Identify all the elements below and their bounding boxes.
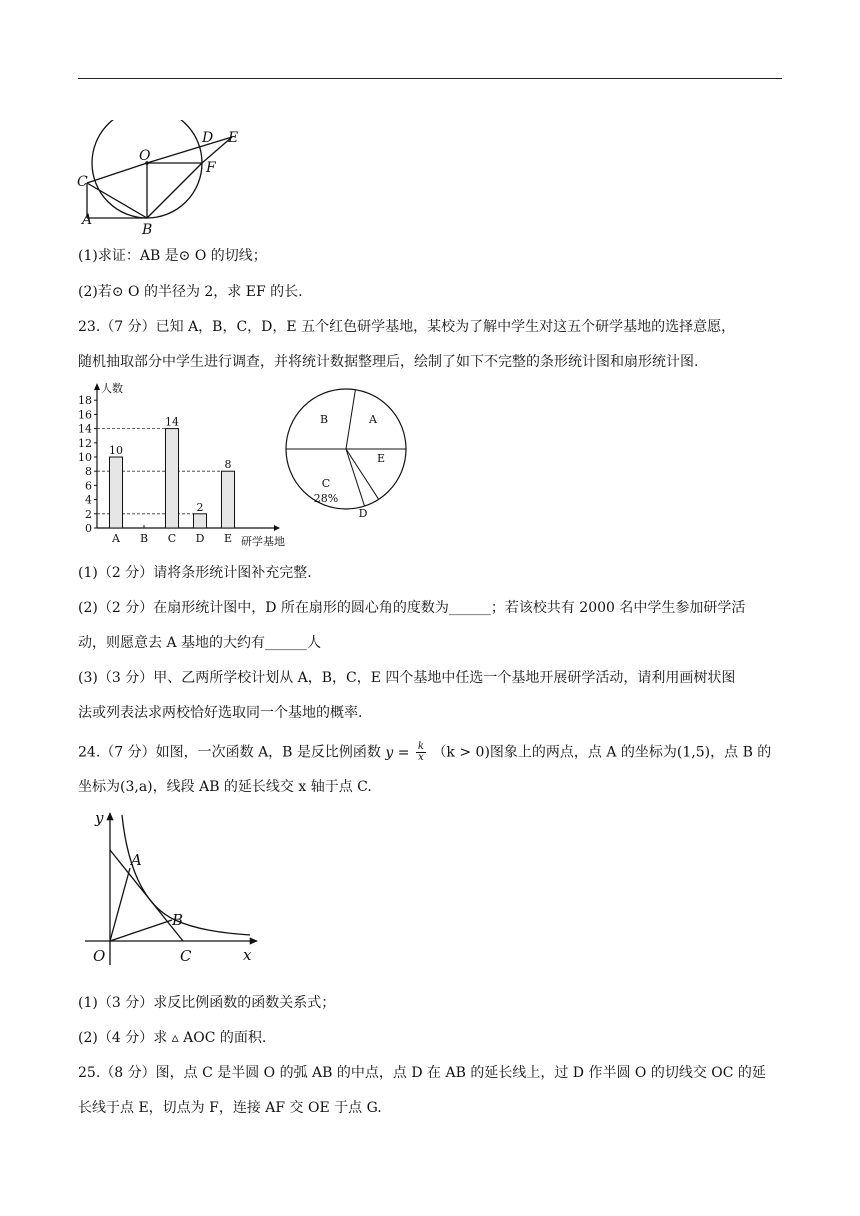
slice-label-c: C <box>321 477 331 490</box>
label-a: A <box>82 212 93 228</box>
boundary-b-a <box>346 390 355 449</box>
q24-part1: (1)（3 分）求反比例函数的函数关系式； <box>78 995 336 1011</box>
boundary-e-d <box>346 449 379 499</box>
y-tick-label: 6 <box>85 479 92 493</box>
q24-text-line2: 坐标为(3,a)，线段 AB 的延长线交 x 轴于点 C. <box>78 779 372 795</box>
q23-part3-line1: (3)（3 分）甲、乙两所学校计划从 A，B，C，E 四个基地中任选一个基地开展研学活动，请利用画树状图 <box>78 670 736 686</box>
label-e: E <box>228 130 239 146</box>
segment-cb <box>87 183 147 218</box>
bar-chart <box>70 380 300 555</box>
segment-oe <box>147 137 232 163</box>
header-rule <box>78 78 782 79</box>
q22-part1: (1)求证：AB 是⊙ O 的切线； <box>78 248 267 264</box>
x-axis-title: 研学基地 <box>241 535 285 548</box>
label-b: B <box>172 911 184 929</box>
q23-text-line1: 23.（7 分）已知 A，B，C，D，E 五个红色研学基地，某校为了解中学生对这五个研学基地的选择意愿， <box>78 319 736 335</box>
category-label: A <box>112 532 120 545</box>
bar-value-label: 8 <box>224 458 232 472</box>
q24-text-line1 <box>78 742 771 763</box>
q24-line1-end: （k > 0)图象上的两点，点 A 的坐标为(1,5)，点 B 的 <box>432 744 772 761</box>
formula-y: y = <box>385 744 410 761</box>
x-axis-arrow <box>274 525 280 531</box>
y-tick-label: 16 <box>78 408 92 422</box>
q23-part3-line2: 法或列表法求两校恰好选取同一个基地的概率. <box>78 705 363 721</box>
segment-ob <box>110 920 172 941</box>
segment-co <box>87 163 147 183</box>
slice-label-a: A <box>369 413 377 426</box>
y-tick-label: 12 <box>78 436 92 450</box>
slice-label-e: E <box>376 452 386 465</box>
y-tick-label: 8 <box>85 465 92 479</box>
q24-part2: (2)（4 分）求 ▵ AOC 的面积. <box>78 1030 267 1046</box>
q23-part2-line2: 动，则愿意去 A 基地的大约有______人 <box>78 635 322 651</box>
bar-a <box>110 457 123 528</box>
bar-value-label: 10 <box>109 444 123 457</box>
y-tick-label: 2 <box>85 507 92 521</box>
formula-numerator: k <box>417 741 424 752</box>
pie-chart <box>280 375 415 525</box>
y-tick-label: 10 <box>78 451 92 464</box>
bar-value-label: 2 <box>196 500 204 514</box>
q25-text-line1: 25.（8 分）图，点 C 是半圆 O 的弧 AB 的中点，点 D 在 AB 的延长线上，过 D 作半圆 O 的切线交 OC 的延 <box>78 1065 766 1081</box>
slice-label-b: B <box>319 413 329 426</box>
y-tick-label: 14 <box>78 422 92 436</box>
q23-part2-line1: (2)（2 分）在扇形统计图中，D 所在扇形的圆心角的度数为______；若该校共有 2000 名中学生参加研学活 <box>78 600 746 616</box>
label-c: C <box>77 174 88 190</box>
q24-formula <box>385 741 432 763</box>
label-o: O <box>139 148 151 164</box>
boundary-d-c <box>346 449 365 506</box>
label-o: O <box>93 947 106 965</box>
slice-percent-label: 28% <box>313 492 339 505</box>
geometry-figure-q22 <box>70 120 260 240</box>
slice-label-d: D <box>358 507 368 520</box>
y-axis-title: 人数 <box>101 382 123 395</box>
label-a: A <box>131 851 142 869</box>
segment-oa <box>110 868 130 941</box>
q25-text-line2: 长线于点 E，切点为 F，连接 AF 交 OE 于点 G. <box>78 1100 382 1116</box>
label-y: y <box>95 809 104 827</box>
y-tick-label: 0 <box>85 522 92 535</box>
bar-value-label: 14 <box>165 415 179 429</box>
category-label: B <box>139 532 149 545</box>
hyperbola-curve <box>122 815 250 935</box>
q23-part1: (1)（2 分）请将条形统计图补充完整. <box>78 565 312 581</box>
y-tick-label: 4 <box>85 493 92 507</box>
label-x: x <box>243 946 252 964</box>
category-label: D <box>195 532 205 545</box>
category-label: C <box>167 532 177 545</box>
y-axis-arrow <box>94 383 100 390</box>
q22-part2: (2)若⊙ O 的半径为 2，求 EF 的长. <box>78 284 303 300</box>
category-label: E <box>223 532 233 545</box>
bar-e <box>222 471 235 528</box>
label-b: B <box>142 222 153 238</box>
formula-denominator: x <box>418 752 424 763</box>
function-graph-q24 <box>85 805 265 970</box>
q24-line1-start: 24.（7 分）如图，一次函数 A，B 是反比例函数 <box>78 744 381 761</box>
label-f: F <box>206 160 216 176</box>
bar-d <box>194 514 207 528</box>
label-d: D <box>202 130 214 146</box>
y-tick-label: 18 <box>78 394 92 408</box>
segment-bf <box>147 163 202 218</box>
bar-c <box>166 429 179 528</box>
label-c: C <box>180 947 192 965</box>
q23-text-line2: 随机抽取部分中学生进行调查，并将统计数据整理后，绘制了如下不完整的条形统计图和扇形统计图. <box>78 354 699 370</box>
